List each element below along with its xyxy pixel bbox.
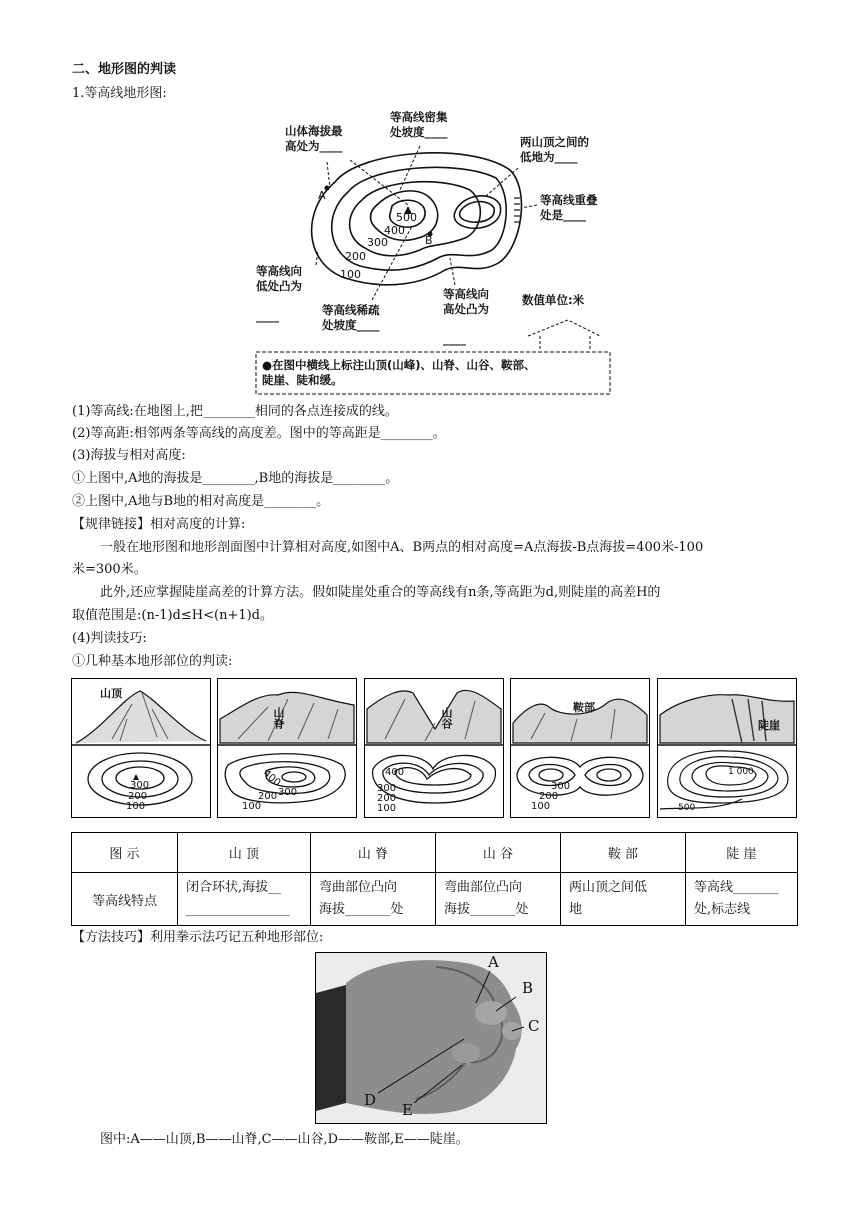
contour-label-200: 200 <box>345 250 366 263</box>
fist-illustration <box>316 953 546 1123</box>
panel-cliff <box>657 678 797 818</box>
fist-photo <box>315 952 547 1124</box>
contour-label: 100 <box>377 803 397 814</box>
hand-label-a: A <box>488 953 499 971</box>
unit-label: 数值单位:米 <box>522 293 585 307</box>
saddle-label: 两山顶之间的 低地为____ <box>520 135 589 164</box>
method-line: 【方法技巧】利用拳示法巧记五种地形部位: <box>72 930 324 945</box>
section-heading: 二、地形图的判读 <box>72 62 177 77</box>
table-cell: 弯曲部位凸向 海拔_______处 <box>311 873 436 926</box>
contour-label: 400 <box>260 768 283 789</box>
panel-valley <box>364 678 504 818</box>
text-line: ①几种基本地形部位的判读: <box>72 654 233 669</box>
dense-slope-label: 等高线密集 处坡度____ <box>390 110 448 139</box>
caption: 图中:A——山顶,B——山脊,C——山谷,D——鞍部,E——陡崖。 <box>100 1132 469 1147</box>
hand-label-c: C <box>528 1017 540 1035</box>
table-cell: 闭合环状,海拔__ ________________ <box>178 873 311 926</box>
text-line: (2)等高距:相邻两条等高线的高度差。图中的等高距是________。 <box>72 426 446 441</box>
contour-label: 100 <box>126 801 146 812</box>
table-header-row <box>72 833 798 873</box>
summit-label: 山体海拔最 高处为____ <box>285 124 343 153</box>
panel-label: 山顶 <box>100 687 122 700</box>
contour-label-100: 100 <box>340 268 361 281</box>
table-row <box>72 873 798 926</box>
text-line: (1)等高线:在地图上,把________相同的各点连接成的线。 <box>72 404 398 419</box>
panel-ridge <box>217 678 357 818</box>
hand-label-b: B <box>522 979 534 997</box>
contour-label: 200 <box>258 791 278 802</box>
cliff-illustration <box>658 679 796 817</box>
contour-label: 300 <box>377 783 397 794</box>
contour-label: 200 <box>539 791 559 802</box>
table-cell: 等高线特点 <box>72 873 178 926</box>
contour-label-500: 500 <box>396 211 417 224</box>
table-header: 山 顶 <box>178 833 311 873</box>
text-line: 取值范围是:(n-1)d≤H<(n+1)d。 <box>72 608 274 623</box>
text-line: 一般在地形图和地形剖面图中计算相对高度,如图中A、B两点的相对高度=A点海拔-B点海拔=400米-100 <box>100 540 704 555</box>
contour-label: 100 <box>242 801 262 812</box>
table-cell: 弯曲部位凸向 海拔_______处 <box>436 873 561 926</box>
table-header: 山 谷 <box>436 833 561 873</box>
contour-label: 500 <box>678 803 696 813</box>
table-header: 鞍 部 <box>561 833 686 873</box>
table-header: 图 示 <box>72 833 178 873</box>
contour-label: 300 <box>551 781 571 792</box>
panel-label: 鞍部 <box>573 701 595 714</box>
ridge-label: 等高线向 低处凸为 ____ <box>256 264 302 323</box>
text-line: ②上图中,A地与B地的相对高度是________。 <box>72 494 330 509</box>
point-a-label: A <box>318 189 326 202</box>
landform-table <box>71 832 798 926</box>
subsection-title: 1.等高线地形图: <box>72 86 167 101</box>
hand-label-e: E <box>402 1101 413 1119</box>
contour-label: 100 <box>531 801 551 812</box>
contour-label: 200 <box>128 791 148 802</box>
table-header: 陡 崖 <box>686 833 798 873</box>
text-line: 【规律链接】相对高度的计算: <box>72 517 246 532</box>
text-line: ①上图中,A地的海拔是________,B地的海拔是________。 <box>72 471 399 486</box>
table-cell: 两山顶之间低 地 <box>561 873 686 926</box>
contour-label: 200 <box>377 793 397 804</box>
panel-label: 山脊 <box>272 707 285 729</box>
valley-label: 等高线向 高处凸为 ____ <box>443 287 489 346</box>
text-line: (3)海拔与相对高度: <box>72 448 186 463</box>
contour-label-400: 400 <box>384 224 405 237</box>
contour-label: 400 <box>385 767 405 778</box>
panel-label: 山谷 <box>440 707 453 729</box>
table-cell: 等高线_______ 处,标志线 <box>686 873 798 926</box>
table-header: 山 脊 <box>311 833 436 873</box>
contour-label: 300 <box>278 787 298 798</box>
text-line: 此外,还应掌握陡崖高差的计算方法。假如陡崖处重合的等高线有n条,等高距为d,则陡崖的高差H的 <box>100 585 661 600</box>
sparse-slope-label: 等高线稀疏 处坡度____ <box>322 303 380 332</box>
contour-label-300: 300 <box>367 236 388 249</box>
panel-label: 陡崖 <box>758 719 780 732</box>
panel-saddle <box>510 678 650 818</box>
cliff-label: 等高线重叠 处是____ <box>540 193 598 222</box>
text-line: 米=300米。 <box>72 562 147 577</box>
panel-summit <box>71 678 211 818</box>
point-b-label: B <box>425 234 433 247</box>
hand-label-d: D <box>364 1091 377 1109</box>
contour-label: 300 <box>130 780 150 791</box>
text-line: (4)判读技巧: <box>72 631 147 646</box>
diagram-note: ●在图中横线上标注山顶(山峰)、山脊、山谷、鞍部、 陡崖、陡和缓。 <box>262 358 536 387</box>
contour-label: 1 000 <box>728 767 754 777</box>
